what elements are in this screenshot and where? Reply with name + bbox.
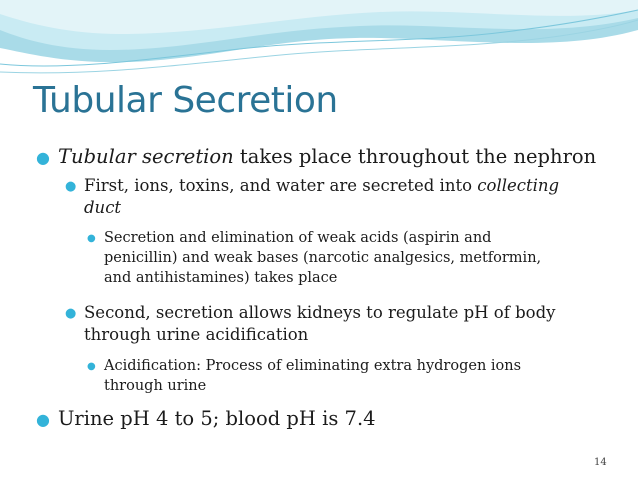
bullet-second-secretion [84,302,604,346]
bullet-italic-term: duct [84,198,122,217]
bullet-text-line: through urine acidification [84,325,309,344]
bullet-weak-acids [104,228,584,288]
bullet-italic-term: Tubular secretion [58,145,234,168]
bullet-first-ions [84,175,604,219]
bullet-text: Urine pH 4 to 5; blood pH is 7.4 [58,407,376,430]
bullet-acidification [104,356,584,396]
bullet-icon: ● [87,361,96,372]
bullet-text-line: Acidification: Process of eliminating extra hydrogen ions [104,358,522,374]
bullet-tubular-secretion [58,145,633,169]
bullet-text-line: Second, secretion allows kidneys to regulate pH of body [84,303,556,322]
bullet-italic-term: collecting [477,176,560,195]
bullet-urine-ph [58,407,633,431]
bullet-text-line: through urine [104,378,207,394]
slide-title: Tubular Secretion [33,80,338,121]
bullet-icon: ● [36,410,50,429]
decorative-wave-banner [0,0,638,80]
bullet-text: First, ions, toxins, and water are secreted into [84,176,478,195]
page-number: 14 [594,457,607,468]
bullet-text-line: Secretion and elimination of weak acids (aspirin and [104,230,492,246]
bullet-icon: ● [87,233,96,244]
bullet-text: takes place throughout the nephron [233,145,597,168]
bullet-icon: ● [36,148,50,167]
bullet-text-line: penicillin) and weak bases (narcotic analgesics, metformin, [104,250,542,266]
bullet-icon: ● [65,306,77,321]
bullet-icon: ● [65,179,77,194]
bullet-text-line: and antihistamines) takes place [104,270,338,286]
